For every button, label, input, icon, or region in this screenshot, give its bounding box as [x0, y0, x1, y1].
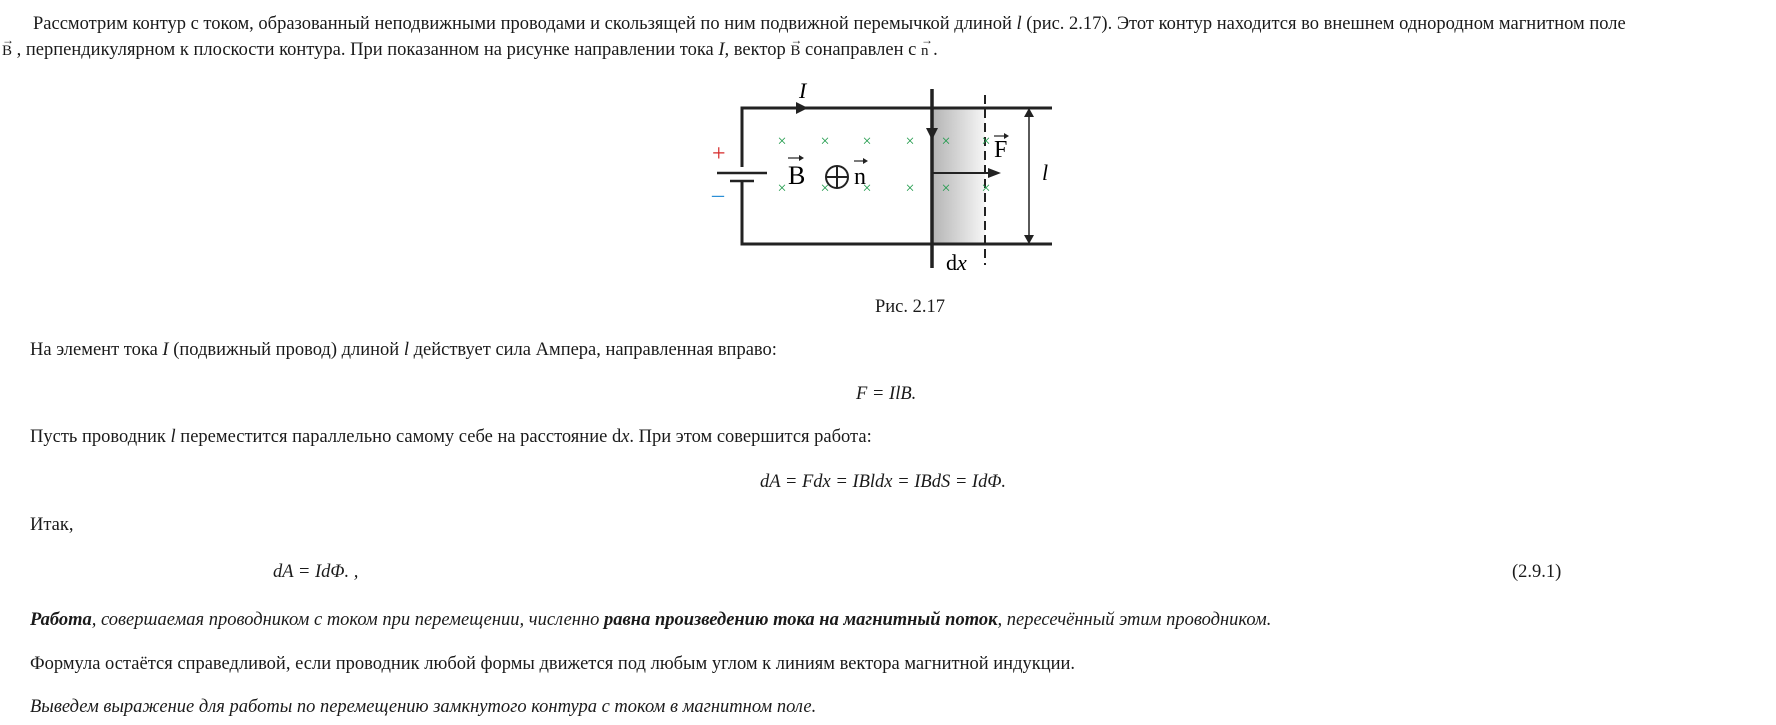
paragraph-ampere-force: [30, 338, 777, 362]
field-cross: ×: [941, 180, 951, 197]
text: переместится параллельно самому себе на расстояние d: [175, 427, 622, 447]
vector-B-symbol: → B: [2, 39, 12, 63]
intro-text: .: [928, 40, 938, 60]
symbol-I: I: [162, 340, 169, 360]
vector-B-symbol: → B: [790, 39, 800, 63]
field-cross: ×: [862, 180, 872, 197]
equation-force: F = IlB.: [856, 384, 917, 404]
paragraph-closed-loop: Выведем выражение для работы по перемещению замкнутого контура с током в магнитном поле.: [30, 697, 817, 717]
intro-text: вектор: [729, 40, 791, 60]
n-label: n: [854, 164, 866, 190]
intro-text: (рис. 2.17). Этот контур находится во внешнем однородном магнитном поле: [1021, 14, 1626, 34]
current-label: I: [799, 78, 807, 103]
field-cross: ×: [941, 133, 951, 150]
def-emphasis: равна произведению тока на магнитный поток: [604, 610, 998, 630]
symbol-x: x: [621, 427, 630, 447]
intro-text: Рассмотрим контур с током, образованный неподвижными проводами и скользящей по ним подвижной перемычкой длиной: [33, 14, 1017, 34]
field-cross: ×: [777, 133, 787, 150]
plus-sign: +: [712, 141, 726, 167]
paragraph-itak: Итак,: [30, 515, 74, 535]
definition-work: [30, 608, 1271, 632]
dx-label: [946, 250, 967, 275]
text: Пусть проводник: [30, 427, 171, 447]
text: На элемент тока: [30, 340, 163, 360]
length-label: l: [1042, 160, 1049, 185]
symbol-l: l: [170, 427, 176, 447]
paragraph-formula-valid: Формула остаётся справедливой, если проводник любой формы движется под любым углом к линиям вектора магнитной индукции.: [30, 654, 1076, 674]
field-cross: ×: [981, 133, 991, 150]
field-cross: ×: [820, 133, 830, 150]
field-cross: ×: [905, 180, 915, 197]
intro-line-2: [2, 38, 938, 63]
intro-l: l: [1016, 14, 1022, 34]
text: , пересечённый этим проводником.: [997, 610, 1272, 630]
figure-caption: Рис. 2.17: [874, 297, 946, 317]
field-cross: ×: [905, 133, 915, 150]
intro-text: сонаправлен с: [800, 40, 921, 60]
field-cross: ×: [862, 133, 872, 150]
equation-number: (2.9.1): [1512, 562, 1562, 582]
fixed-wire: [742, 187, 1052, 244]
equation-2-9-1: dA = IdΦ. ,: [273, 562, 359, 582]
text: , совершаемая проводником с током при перемещении, численно: [91, 610, 605, 630]
text: (подвижный провод) длиной: [168, 340, 404, 360]
current-arrow-icon: [796, 102, 808, 114]
B-label: B: [788, 161, 806, 190]
vector-n-symbol: → n: [921, 39, 929, 63]
dx-x: x: [957, 250, 967, 275]
text: действует сила Ампера, направленная вправо:: [408, 340, 777, 360]
field-cross: ×: [777, 180, 787, 197]
force-label: F: [994, 137, 1008, 163]
intro-text: , перпендикулярном к плоскости контура. При показанном на рисунке направлении тока: [12, 40, 719, 60]
text: . При этом совершится работа:: [629, 427, 872, 447]
dx-d: d: [946, 250, 957, 275]
equation-work: dA = Fdx = IBldx = IBdS = IdΦ.: [760, 472, 1007, 492]
field-cross: ×: [820, 180, 830, 197]
paragraph-displacement: [30, 425, 872, 449]
field-cross: ×: [981, 180, 991, 197]
swept-area: [932, 108, 985, 244]
force-arrow-icon: [988, 168, 1001, 178]
intro-I: I,: [718, 40, 730, 60]
symbol-l: l: [403, 340, 409, 360]
intro-line-1: [33, 12, 1626, 36]
minus-sign: –: [712, 182, 724, 208]
figure-2-17: [700, 75, 1100, 280]
def-term: Работа: [30, 610, 92, 630]
